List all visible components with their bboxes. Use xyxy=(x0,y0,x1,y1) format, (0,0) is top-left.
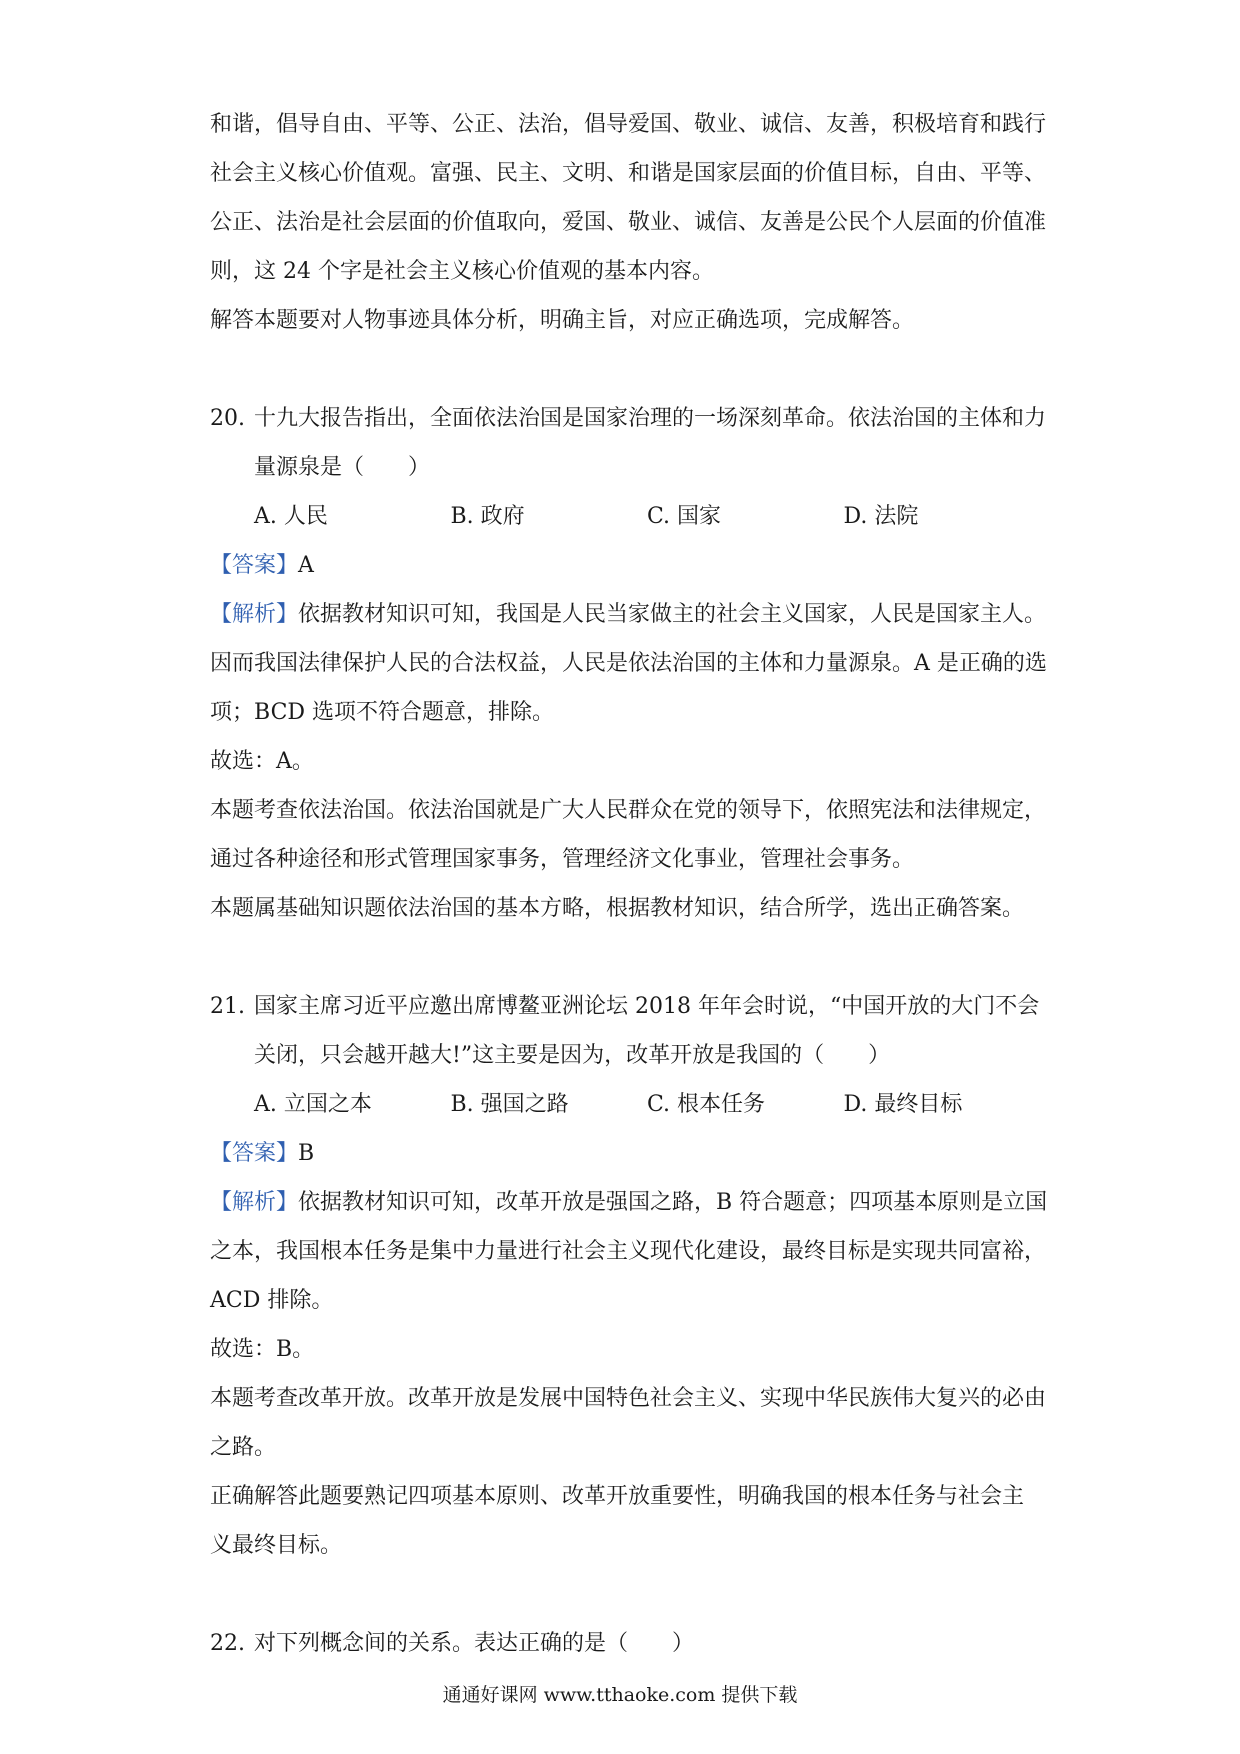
analysis-line: 之本，我国根本任务是集中力量进行社会主义现代化建设，最终目标是实现共同富裕， xyxy=(210,1239,1047,1264)
question-21 xyxy=(210,982,1048,1570)
question-22 xyxy=(210,1619,1040,1668)
answer-value: A xyxy=(298,553,314,578)
analysis-label: 【解析】 xyxy=(210,1190,299,1215)
question-stem-cont: 量源泉是（ ） xyxy=(254,455,431,480)
page-content xyxy=(210,100,1048,1668)
question-stem-cont: 关闭，只会越开越大!”这主要是因为，改革开放是我国的（ ） xyxy=(254,1043,891,1068)
answer-value: B xyxy=(298,1141,315,1166)
answer-label: 【答案】 xyxy=(210,1141,299,1166)
analysis-line: ACD 排除。 xyxy=(210,1288,334,1313)
option-b: B. 强国之路 xyxy=(450,1092,569,1117)
choice-line: 故选：B。 xyxy=(210,1337,315,1362)
analysis-line: 项；BCD 选项不符合题意，排除。 xyxy=(210,700,555,725)
choice-line: 故选：A。 xyxy=(210,749,314,774)
question-20 xyxy=(210,394,1047,933)
question-number: 21. xyxy=(210,994,245,1019)
analysis-line: 【解析】依据教材知识可知，改革开放是强国之路，B 符合题意；四项基本原则是立国 xyxy=(210,1190,1048,1215)
analysis-label: 【解析】 xyxy=(210,602,299,627)
intro-line: 公正、法治是社会层面的价值取向，爱国、敬业、诚信、友善是公民个人层面的价值准 xyxy=(210,210,1047,235)
question-stem: 22. 对下列概念间的关系。表达正确的是（ ） xyxy=(210,1619,1040,1668)
note-line: 本题考查依法治国。依法治国就是广大人民群众在党的领导下，依照宪法和法律规定， xyxy=(210,798,1047,823)
note-line: 本题属基础知识题依法治国的基本方略，根据教材知识，结合所学，选出正确答案。 xyxy=(210,896,1025,921)
analysis-line: 因而我国法律保护人民的合法权益，人民是依法治国的主体和力量源泉。A 是正确的选 xyxy=(210,651,1047,676)
analysis-line: 【解析】依据教材知识可知，我国是人民当家做主的社会主义国家，人民是国家主人。 xyxy=(210,602,1047,627)
question-number: 22. xyxy=(210,1631,245,1656)
note-line: 本题考查改革开放。改革开放是发展中国特色社会主义、实现中华民族伟大复兴的必由 xyxy=(210,1386,1047,1411)
note-line: 正确解答此题要熟记四项基本原则、改革开放重要性，明确我国的根本任务与社会主 xyxy=(210,1484,1025,1509)
options-row xyxy=(210,492,1040,541)
answer-line xyxy=(210,541,1040,590)
page-footer: 通通好课网 www.tthaoke.com 提供下载 xyxy=(442,1684,798,1706)
intro-line: 则，这 24 个字是社会主义核心价值观的基本内容。 xyxy=(210,259,714,284)
options-row xyxy=(210,1080,1040,1129)
intro-paragraph xyxy=(210,100,1047,345)
option-b: B. 政府 xyxy=(450,504,525,529)
note-line: 之路。 xyxy=(210,1435,277,1460)
answer-line xyxy=(210,1129,1040,1178)
intro-line: 解答本题要对人物事迹具体分析，明确主旨，对应正确选项，完成解答。 xyxy=(210,308,915,333)
option-d: D. 法院 xyxy=(843,504,919,529)
answer-label: 【答案】 xyxy=(210,553,299,578)
option-a: A. 人民 xyxy=(254,504,328,529)
question-stem: 20. 十九大报告指出，全面依法治国是国家治理的一场深刻革命。依法治国的主体和力 xyxy=(210,394,1040,443)
question-stem: 21. 国家主席习近平应邀出席博鳌亚洲论坛 2018 年年会时说，“中国开放的大门不会 xyxy=(210,982,1040,1031)
option-d: D. 最终目标 xyxy=(843,1092,963,1117)
intro-line: 社会主义核心价值观。富强、民主、文明、和谐是国家层面的价值目标，自由、平等、 xyxy=(210,161,1047,186)
note-line: 义最终目标。 xyxy=(210,1533,343,1558)
option-c: C. 根本任务 xyxy=(647,1092,766,1117)
question-number: 20. xyxy=(210,406,245,431)
option-c: C. 国家 xyxy=(647,504,722,529)
intro-line: 和谐，倡导自由、平等、公正、法治，倡导爱国、敬业、诚信、友善，积极培育和践行 xyxy=(210,112,1047,137)
note-line: 通过各种途径和形式管理国家事务，管理经济文化事业，管理社会事务。 xyxy=(210,847,915,872)
option-a: A. 立国之本 xyxy=(254,1092,372,1117)
